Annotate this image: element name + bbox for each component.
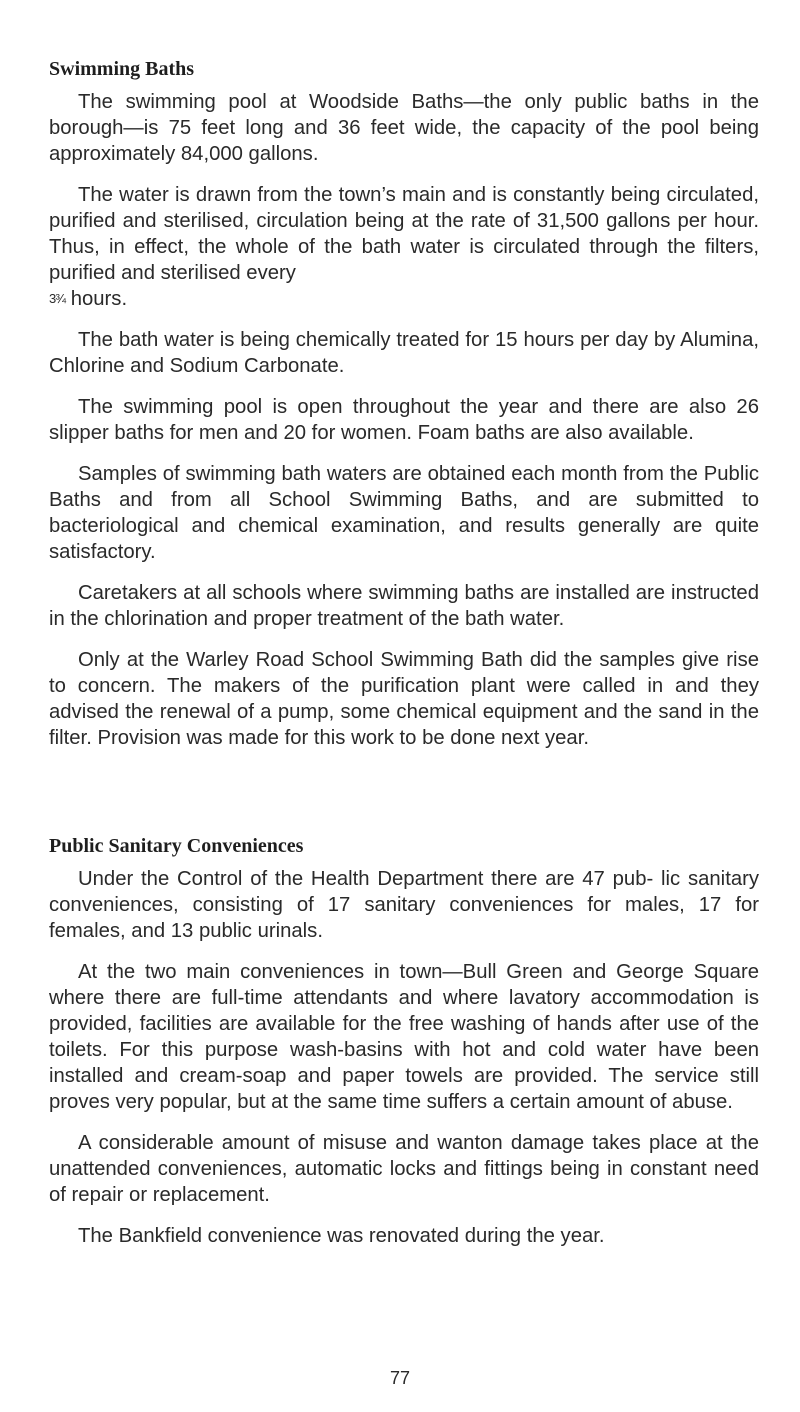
- paragraph: The swimming pool is open throughout the year and there are also 26 slipper baths for men and 20 for women. Foam baths are also available.: [49, 396, 759, 444]
- paragraph: Only at the Warley Road School Swimming Bath did the samples give rise to concern. The makers of the purification plant were called in and they advised the renewal of a pump, some chemical equipment and the sand in the filter. Provision was made for this work to be done next year.: [49, 649, 759, 749]
- paragraph-text: The water is drawn from the town’s main and is constantly being circulated, purified and sterilised, circulation being at the rate of 31,500 gallons per hour. Thus, in effect, the whole of the bath water is circulated through the filters, purified and sterilised every: [49, 184, 759, 284]
- paragraph: A considerable amount of misuse and wanton damage takes place at the unattended conveniences, automatic locks and fittings being in constant need of repair or replacement.: [49, 1132, 759, 1206]
- paragraph: The bath water is being chemically treated for 15 hours per day by Alumina, Chlorine and Sodium Carbonate.: [49, 329, 759, 377]
- paragraph: Under the Control of the Health Department there are 47 pub- lic sanitary conveniences, consisting of 17 sanitary conveniences for males, 17 for females, and 13 public urinals.: [49, 868, 759, 942]
- section-heading-swimming-baths: Swimming Baths: [49, 58, 195, 80]
- paragraph: The Bankfield convenience was renovated during the year.: [78, 1225, 605, 1247]
- section-heading-public-sanitary-conveniences: Public Sanitary Conveniences: [49, 835, 304, 857]
- hours-text: hours.: [65, 288, 128, 310]
- page-number: 77: [389, 1368, 411, 1388]
- document-page: [49, 56, 759, 1249]
- paragraph: [49, 182, 759, 312]
- paragraph: Samples of swimming bath waters are obtained each month from the Public Baths and from all School Swimming Baths, and are submitted to bacteriological and chemical examination, and results generally are quite satisfactory.: [49, 463, 759, 563]
- hours-fraction: 3¾: [49, 291, 66, 306]
- paragraph: At the two main conveniences in town—Bull Green and George Square where there are full-time attendants and where lavatory accommodation is provided, facilities are available for the free washing of hands after use of the toilets. For this purpose wash-basins with hot and cold water have been installed and cream-soap and paper towels are provided. The service still proves very popular, but at the same time suffers a certain amount of abuse.: [49, 961, 759, 1113]
- paragraph: Caretakers at all schools where swimming baths are installed are instructed in the chlorination and proper treatment of the bath water.: [49, 582, 759, 630]
- paragraph: The swimming pool at Woodside Baths—the only public baths in the borough—is 75 feet long and 36 feet wide, the capacity of the pool being approximately 84,000 gallons.: [49, 91, 759, 165]
